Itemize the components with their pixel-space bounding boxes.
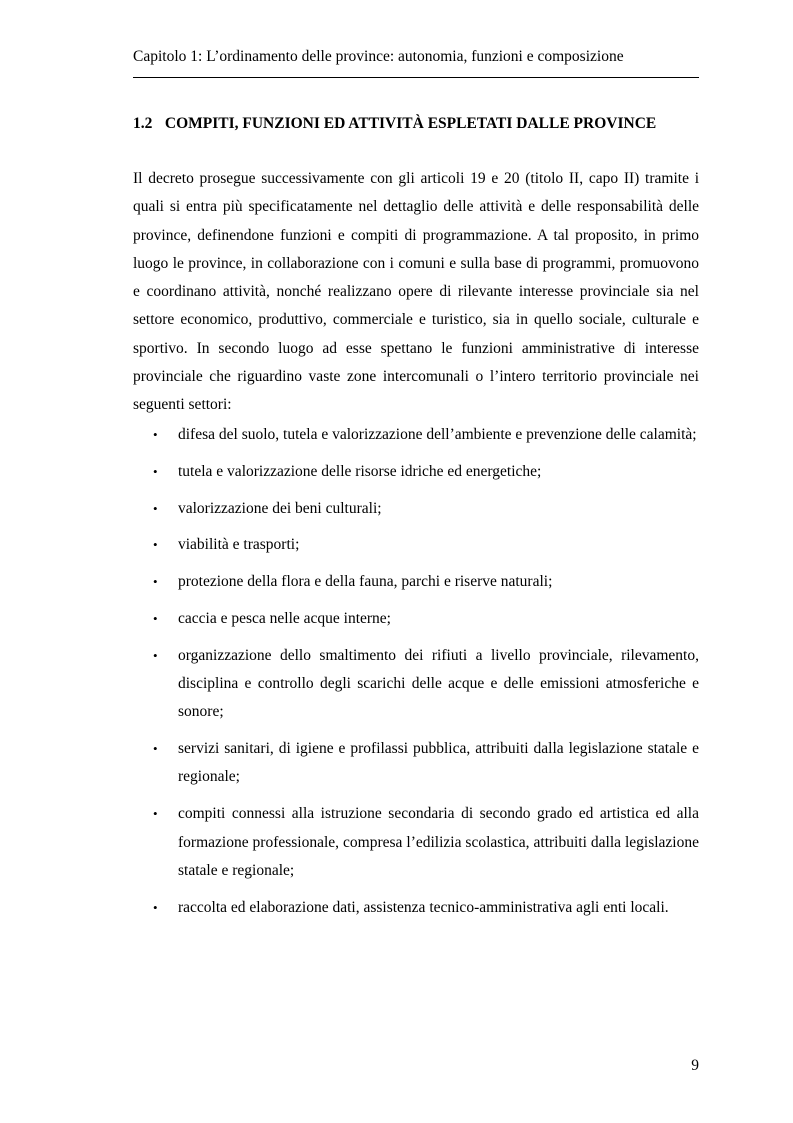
bullet-icon: • [153, 647, 158, 663]
list-item [133, 642, 699, 727]
list-item-text: difesa del suolo, tutela e valorizzazione dell’ambiente e prevenzione delle calamità; [178, 426, 697, 443]
bullet-icon: • [153, 806, 158, 822]
list-item [133, 458, 699, 486]
bullet-icon: • [153, 741, 158, 757]
running-header: Capitolo 1: L’ordinamento delle province: autonomia, funzioni e composizione [133, 48, 624, 65]
list-item [133, 735, 699, 792]
bullet-icon: • [153, 500, 158, 516]
header-divider [133, 77, 699, 78]
bullet-icon: • [153, 899, 158, 915]
body-paragraph: Il decreto prosegue successivamente con gli articoli 19 e 20 (titolo II, capo II) tramite i quali si entra più specificatamente nel dettaglio delle attività e delle responsabilità delle province, definendone funzioni e compiti di programmazione. A tal proposito, in primo luogo le province, in collaborazione con i comuni e sulla base di programmi, promuovono e coordinano attività, nonché realizzano opere di rilevante interesse provinciale sia nel settore economico, produttivo, commerciale e turistico, sia in quello sociale, culturale e sportivo. In secondo luogo ad esse spettano le funzioni amministrative di interesse provinciale che riguardino vaste zone intercomunali o l’intero territorio provinciale nei seguenti settori: [133, 170, 699, 414]
list-item [133, 531, 699, 559]
bullet-icon: • [153, 427, 158, 442]
list-item-text: caccia e pesca nelle acque interne; [178, 609, 391, 627]
bullet-icon: • [153, 463, 158, 479]
bullet-icon: • [153, 610, 158, 626]
list-item-text: tutela e valorizzazione delle risorse idriche ed energetiche; [178, 462, 542, 480]
list-item-text: servizi sanitari, di igiene e profilassi pubblica, attribuiti dalla legislazione statale e regionale; [178, 740, 699, 786]
list-item-text: raccolta ed elaborazione dati, assistenza tecnico-amministrativa agli enti locali. [178, 898, 669, 916]
section-heading [133, 112, 713, 136]
list-item-text: protezione della flora e della fauna, parchi e riserve naturali; [178, 573, 553, 591]
list-item [133, 800, 699, 885]
bullet-icon: • [153, 574, 158, 590]
list-item-text: compiti connessi alla istruzione secondaria di secondo grado ed artistica ed alla formazione professionale, compresa l’edilizia scolastica, attribuiti dalla legislazione statale e regionale; [178, 805, 699, 879]
bullet-icon: • [153, 537, 158, 553]
list-item-text: valorizzazione dei beni culturali; [178, 499, 382, 517]
list-item [133, 568, 699, 596]
list-item [133, 421, 699, 449]
list-item-text: organizzazione dello smaltimento dei rifiuti a livello provinciale, rilevamento, disciplina e controllo degli scarichi delle acque e delle emissioni atmosferiche e sonore; [178, 646, 699, 721]
list-item-text: viabilità e trasporti; [178, 536, 300, 554]
list-item [133, 605, 699, 633]
page-number: 9 [691, 1057, 699, 1074]
section-number: 1.2 [133, 115, 153, 132]
list-item [133, 495, 699, 523]
list-item [133, 894, 699, 922]
bullet-list [133, 421, 699, 930]
section-title: COMPITI, FUNZIONI ED ATTIVITÀ ESPLETATI DALLE PROVINCE [164, 115, 657, 132]
